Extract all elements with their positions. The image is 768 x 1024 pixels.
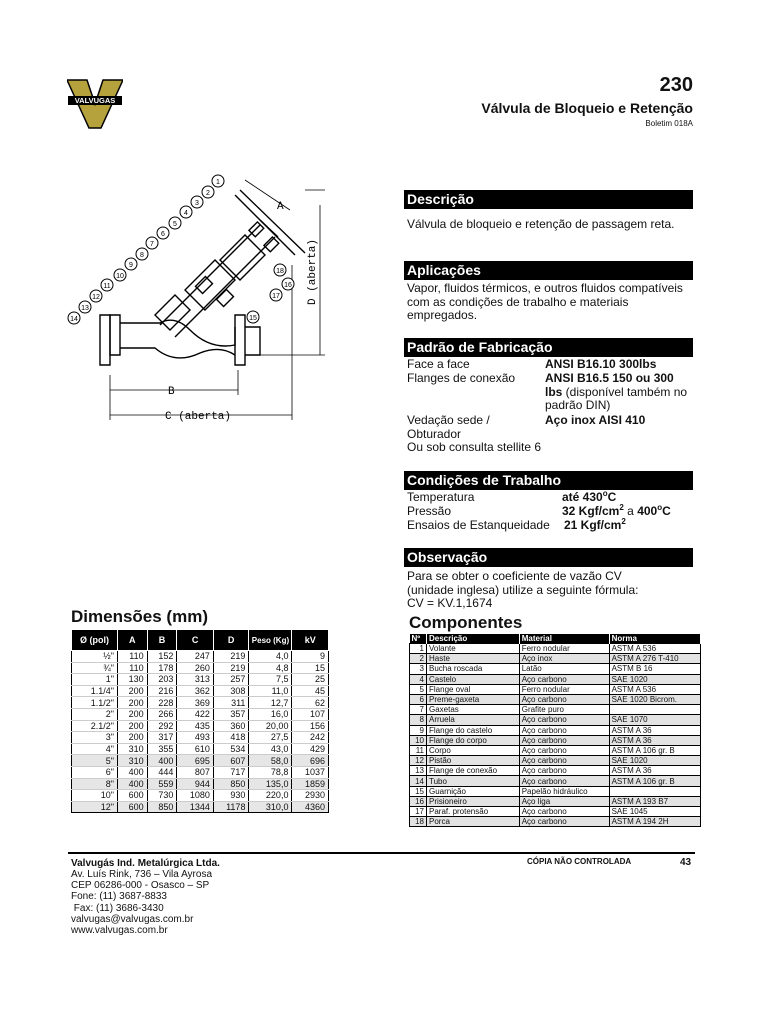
footer-fax: Fax: (11) 3686-3430	[71, 902, 164, 914]
callout-7	[146, 237, 158, 249]
componentes-title: Componentes	[409, 613, 523, 632]
dim-cell: 308	[213, 685, 249, 697]
padrao-flanges-value: ANSI B16.5 150 ou 300 lbs (disponível também no padrão DIN)	[545, 371, 688, 412]
dim-cell: 219	[213, 662, 249, 674]
comp-cell: SAE 1045	[609, 807, 700, 817]
callout-14	[68, 312, 80, 324]
dim-cell: 730	[147, 790, 177, 802]
dim-cell: 1178	[213, 801, 249, 813]
dim-cell: 695	[177, 755, 214, 767]
svg-text:17: 17	[272, 293, 280, 300]
comp-cell: ASTM A 536	[609, 644, 700, 654]
comp-cell: 12	[410, 756, 427, 766]
dim-cell: 1859	[292, 778, 329, 790]
condicoes-heading: Condições de Trabalho	[404, 471, 693, 490]
dim-cell: 9	[292, 651, 329, 663]
observacao-text: Para se obter o coeficiente de vazão CV (unidade inglesa) utilize a seguinte fórmula: CV = KV.1,1674	[407, 569, 639, 610]
dim-row	[72, 778, 329, 790]
svg-text:7: 7	[150, 241, 154, 248]
dim-cell: 247	[177, 651, 214, 663]
dim-cell: 1344	[177, 801, 214, 813]
dim-col-header: kV	[292, 630, 329, 651]
dim-cell: 200	[117, 708, 147, 720]
comp-cell	[609, 786, 700, 796]
dim-cell: 156	[292, 720, 329, 732]
dim-row	[72, 674, 329, 686]
ensaios-label: Ensaios de Estanqueidade	[407, 518, 550, 532]
dim-row	[72, 755, 329, 767]
dim-cell: 6"	[72, 766, 118, 778]
svg-text:15: 15	[249, 315, 257, 322]
dim-row	[72, 662, 329, 674]
dim-cell: 4,0	[249, 651, 292, 663]
svg-text:16: 16	[284, 282, 292, 289]
comp-cell: Aço carbono	[519, 756, 609, 766]
comp-cell: ASTM B 16	[609, 664, 700, 674]
comp-cell: Prisioneiro	[427, 796, 520, 806]
dim-cell: 152	[147, 651, 177, 663]
dim-d-label: D (aberta)	[307, 238, 319, 305]
comp-row	[410, 644, 701, 654]
dim-cell: 317	[147, 732, 177, 744]
comp-cell: Latão	[519, 664, 609, 674]
dim-cell: 292	[147, 720, 177, 732]
dim-cell: 2"	[72, 708, 118, 720]
dim-cell: 418	[213, 732, 249, 744]
comp-cell: ASTM A 194 2H	[609, 817, 700, 827]
comp-cell: Haste	[427, 654, 520, 664]
dim-cell: 242	[292, 732, 329, 744]
dim-cell: 310	[117, 755, 147, 767]
comp-cell: 8	[410, 715, 427, 725]
comp-row	[410, 715, 701, 725]
comp-col-header: Norma	[609, 634, 700, 644]
comp-row	[410, 725, 701, 735]
comp-row	[410, 674, 701, 684]
comp-cell: Corpo	[427, 745, 520, 755]
svg-text:2: 2	[206, 190, 210, 197]
dim-cell: 600	[117, 790, 147, 802]
comp-cell: Volante	[427, 644, 520, 654]
svg-text:6: 6	[161, 231, 165, 238]
comp-cell: ASTM A 276 T-410	[609, 654, 700, 664]
dim-cell: 12"	[72, 801, 118, 813]
aplicacoes-heading: Aplicações	[404, 261, 693, 280]
footer-divider	[68, 852, 695, 854]
temp-value: até 430$^o$C	[562, 489, 617, 504]
comp-cell: Paraf. protensão	[427, 807, 520, 817]
dim-cell: 534	[213, 743, 249, 755]
pressao-label: Pressão	[407, 504, 452, 518]
comp-cell: Aço carbono	[519, 807, 609, 817]
comp-row	[410, 705, 701, 715]
product-title: Válvula de Bloqueio e Retenção	[481, 100, 693, 116]
dim-cell: 357	[213, 708, 249, 720]
comp-cell: Guarnição	[427, 786, 520, 796]
pressao-value: 32 Kgf/$cm^2$ a 400$^o$C	[562, 503, 671, 518]
dim-cell: 850	[147, 801, 177, 813]
comp-cell: ASTM A 193 B7	[609, 796, 700, 806]
comp-cell: Preme-gaxeta	[427, 694, 520, 704]
dim-row	[72, 801, 329, 813]
comp-row	[410, 776, 701, 786]
comp-cell: Aço carbono	[519, 776, 609, 786]
svg-text:9: 9	[129, 262, 133, 269]
svg-text:13: 13	[81, 305, 89, 312]
comp-cell: 1	[410, 644, 427, 654]
dim-cell: 216	[147, 685, 177, 697]
comp-cell: Bucha roscada	[427, 664, 520, 674]
padrao-consulta-note: Ou sob consulta stellite 6	[407, 440, 542, 454]
dim-cell: 717	[213, 766, 249, 778]
svg-text:11: 11	[103, 283, 111, 290]
comp-cell: Aço carbono	[519, 745, 609, 755]
dim-cell: 78,8	[249, 766, 292, 778]
comp-col-header: Nº	[410, 634, 427, 644]
dim-cell: ¾"	[72, 662, 118, 674]
dim-row	[72, 732, 329, 744]
comp-cell: 16	[410, 796, 427, 806]
dim-a-label: A	[277, 201, 284, 213]
comp-cell: Flange do corpo	[427, 735, 520, 745]
footer-company: Valvugás Ind. Metalúrgica Ltda.	[71, 858, 220, 869]
callout-9	[125, 258, 137, 270]
svg-text:18: 18	[276, 268, 284, 275]
comp-cell: Ferro nodular	[519, 644, 609, 654]
footer-phone: Fone: (11) 3687-8833	[71, 891, 167, 903]
dim-cell: 7,5	[249, 674, 292, 686]
dim-cell: 422	[177, 708, 214, 720]
comp-cell: Aço carbono	[519, 817, 609, 827]
dim-cell: 203	[147, 674, 177, 686]
callout-16	[282, 278, 294, 290]
callout-11	[101, 279, 113, 291]
comp-cell: Ferro nodular	[519, 684, 609, 694]
comp-cell: Grafite puro	[519, 705, 609, 715]
dim-cell: 369	[177, 697, 214, 709]
comp-cell: 3	[410, 664, 427, 674]
comp-cell: 7	[410, 705, 427, 715]
valve-technical-drawing	[60, 165, 335, 430]
dim-cell: 310	[117, 743, 147, 755]
padrao-heading: Padrão de Fabricação	[404, 338, 693, 357]
dim-cell: 10"	[72, 790, 118, 802]
dim-cell: 1"	[72, 674, 118, 686]
callout-13	[79, 301, 91, 313]
dim-col-header: Peso (Kg)	[249, 630, 292, 651]
dim-cell: 600	[117, 801, 147, 813]
padrao-face-label: Face a face	[407, 357, 470, 371]
valvugas-logo	[67, 78, 123, 130]
padrao-vedacao-value: Aço inox AISI 410	[545, 413, 646, 427]
dim-cell: 2.1/2"	[72, 720, 118, 732]
comp-cell: Arruela	[427, 715, 520, 725]
dim-cell: 27,5	[249, 732, 292, 744]
callout-6	[157, 227, 169, 239]
comp-cell	[609, 705, 700, 715]
comp-cell: Flange de conexão	[427, 766, 520, 776]
footer-website: www.valvugas.com.br	[71, 925, 168, 937]
comp-row	[410, 684, 701, 694]
comp-cell: ASTM A 106 gr. B	[609, 745, 700, 755]
dim-cell: 360	[213, 720, 249, 732]
page-number: 43	[680, 857, 692, 868]
dim-cell: 15	[292, 662, 329, 674]
svg-text:4: 4	[184, 210, 188, 217]
dim-cell: 5"	[72, 755, 118, 767]
callout-18	[274, 264, 286, 276]
dim-cell: 219	[213, 651, 249, 663]
padrao-vedacao-label: Vedação sede / Obturador	[407, 413, 490, 441]
dim-cell: 200	[117, 685, 147, 697]
dim-cell: 4360	[292, 801, 329, 813]
comp-cell: ASTM A 36	[609, 766, 700, 776]
comp-row	[410, 756, 701, 766]
dim-cell: 257	[213, 674, 249, 686]
callout-12	[90, 290, 102, 302]
comp-row	[410, 745, 701, 755]
callout-4	[180, 206, 192, 218]
svg-text:14: 14	[70, 316, 78, 323]
dim-cell: 444	[147, 766, 177, 778]
dim-cell: 16,0	[249, 708, 292, 720]
dim-cell: 355	[147, 743, 177, 755]
comp-cell: 11	[410, 745, 427, 755]
dim-cell: 493	[177, 732, 214, 744]
comp-cell: Papelão hidráulico	[519, 786, 609, 796]
dim-cell: 45	[292, 685, 329, 697]
dim-cell: 850	[213, 778, 249, 790]
dim-cell: 435	[177, 720, 214, 732]
dim-cell: 200	[117, 732, 147, 744]
dim-cell: 311	[213, 697, 249, 709]
descricao-heading: Descrição	[404, 190, 693, 209]
callout-15	[247, 311, 259, 323]
comp-cell: Flange do castelo	[427, 725, 520, 735]
dim-col-header: C	[177, 630, 214, 651]
comp-cell: ASTM A 36	[609, 725, 700, 735]
comp-cell: 15	[410, 786, 427, 796]
footer-cep: CEP 06286-000 - Osasco – SP	[71, 880, 210, 892]
svg-text:12: 12	[92, 294, 100, 301]
dim-cell: 610	[177, 743, 214, 755]
callout-1	[212, 175, 224, 187]
dim-row	[72, 766, 329, 778]
dim-cell: 559	[147, 778, 177, 790]
dim-row	[72, 697, 329, 709]
svg-text:3: 3	[195, 200, 199, 207]
dim-cell: 362	[177, 685, 214, 697]
comp-row	[410, 664, 701, 674]
logo-wordmark: VALVUGAS	[74, 96, 116, 105]
descricao-text: Válvula de bloqueio e retenção de passagem reta.	[407, 217, 675, 231]
dim-cell: 944	[177, 778, 214, 790]
comp-cell: 13	[410, 766, 427, 776]
dim-cell: 110	[117, 651, 147, 663]
dim-c-label: C (aberta)	[165, 411, 232, 423]
comp-row	[410, 766, 701, 776]
observacao-heading: Observação	[404, 548, 693, 567]
comp-cell: Aço carbono	[519, 694, 609, 704]
callout-17	[270, 289, 282, 301]
comp-row	[410, 796, 701, 806]
product-number: 230	[659, 74, 693, 96]
dim-cell: 400	[117, 778, 147, 790]
dim-cell: 1037	[292, 766, 329, 778]
dim-row	[72, 720, 329, 732]
comp-cell: Aço carbono	[519, 674, 609, 684]
comp-cell: 5	[410, 684, 427, 694]
callout-2	[202, 186, 214, 198]
comp-cell: Aço carbono	[519, 735, 609, 745]
dim-cell: ½"	[72, 651, 118, 663]
dim-cell: 266	[147, 708, 177, 720]
comp-cell: Tubo	[427, 776, 520, 786]
dim-cell: 1.1/4"	[72, 685, 118, 697]
footer-address-block	[71, 869, 212, 936]
dim-cell: 260	[177, 662, 214, 674]
dim-cell: 807	[177, 766, 214, 778]
comp-cell: Gaxetas	[427, 705, 520, 715]
dim-cell: 1.1/2"	[72, 697, 118, 709]
callout-5	[169, 217, 181, 229]
padrao-face-value: ANSI B16.10 300lbs	[545, 357, 657, 371]
comp-cell: 17	[410, 807, 427, 817]
dim-row	[72, 685, 329, 697]
components-table	[409, 634, 701, 827]
dim-cell: 429	[292, 743, 329, 755]
dim-cell: 228	[147, 697, 177, 709]
dim-cell: 25	[292, 674, 329, 686]
comp-cell: 9	[410, 725, 427, 735]
dim-cell: 11,0	[249, 685, 292, 697]
dim-col-header: D	[213, 630, 249, 651]
dim-cell: 607	[213, 755, 249, 767]
dim-cell: 12,7	[249, 697, 292, 709]
dim-b-label: B	[168, 386, 175, 398]
comp-col-header: Material	[519, 634, 609, 644]
dim-cell: 3"	[72, 732, 118, 744]
dim-row	[72, 708, 329, 720]
dim-cell: 107	[292, 708, 329, 720]
comp-cell: 6	[410, 694, 427, 704]
dim-cell: 313	[177, 674, 214, 686]
comp-cell: Aço liga	[519, 796, 609, 806]
svg-text:5: 5	[173, 221, 177, 228]
comp-cell: ASTM A 36	[609, 735, 700, 745]
comp-cell: Flange oval	[427, 684, 520, 694]
dimensoes-title: Dimensões (mm)	[71, 607, 208, 626]
comp-cell: 4	[410, 674, 427, 684]
comp-cell: 18	[410, 817, 427, 827]
dim-cell: 43,0	[249, 743, 292, 755]
footer-email: valvugas@valvugas.com.br	[71, 913, 194, 925]
padrao-flanges-label: Flanges de conexão	[407, 371, 516, 385]
dim-row	[72, 651, 329, 663]
comp-cell: 10	[410, 735, 427, 745]
comp-cell: Aço carbono	[519, 715, 609, 725]
dim-col-header: A	[117, 630, 147, 651]
comp-row	[410, 786, 701, 796]
svg-text:10: 10	[116, 273, 124, 280]
comp-row	[410, 654, 701, 664]
comp-cell: Aço carbono	[519, 766, 609, 776]
dim-row	[72, 790, 329, 802]
svg-text:1: 1	[216, 179, 220, 186]
dim-cell: 178	[147, 662, 177, 674]
dim-cell: 62	[292, 697, 329, 709]
dim-cell: 200	[117, 720, 147, 732]
dim-cell: 2930	[292, 790, 329, 802]
dim-cell: 4"	[72, 743, 118, 755]
comp-cell: Porca	[427, 817, 520, 827]
dim-col-header: Ø (pol)	[72, 630, 118, 651]
footer-street: Av. Luís Rink, 736 – Vila Ayrosa	[71, 869, 213, 880]
bulletin-code: Boletim 018A	[645, 119, 693, 128]
comp-cell: SAE 1020	[609, 756, 700, 766]
dim-row	[72, 743, 329, 755]
comp-cell: Aço carbono	[519, 725, 609, 735]
dim-cell: 135,0	[249, 778, 292, 790]
ensaios-value: 21 Kgf/$cm^2$	[564, 517, 626, 532]
comp-cell: ASTM A 536	[609, 684, 700, 694]
comp-cell: SAE 1020	[609, 674, 700, 684]
dim-cell: 400	[147, 755, 177, 767]
comp-cell: 14	[410, 776, 427, 786]
dim-cell: 1080	[177, 790, 214, 802]
callout-3	[191, 196, 203, 208]
comp-col-header: Descrição	[427, 634, 520, 644]
dim-cell: 4,8	[249, 662, 292, 674]
comp-cell: ASTM A 106 gr. B	[609, 776, 700, 786]
dim-cell: 200	[117, 697, 147, 709]
comp-cell: Pistão	[427, 756, 520, 766]
dim-cell: 130	[117, 674, 147, 686]
dim-cell: 220,0	[249, 790, 292, 802]
temp-label: Temperatura	[407, 490, 475, 504]
comp-row	[410, 694, 701, 704]
dim-cell: 8"	[72, 778, 118, 790]
dim-cell: 110	[117, 662, 147, 674]
comp-cell: Castelo	[427, 674, 520, 684]
dim-cell: 696	[292, 755, 329, 767]
comp-cell: SAE 1070	[609, 715, 700, 725]
dim-cell: 400	[117, 766, 147, 778]
svg-text:8: 8	[140, 252, 144, 259]
comp-row	[410, 735, 701, 745]
comp-row	[410, 817, 701, 827]
aplicacoes-text: Vapor, fluidos térmicos, e outros fluidos compatíveis com as condições de trabalho e materiais empregados.	[407, 281, 683, 322]
comp-cell: Aço inox	[519, 654, 609, 664]
dim-cell: 310,0	[249, 801, 292, 813]
comp-row	[410, 807, 701, 817]
uncontrolled-copy-notice: CÓPIA NÃO CONTROLADA	[527, 857, 632, 866]
callout-10	[114, 269, 126, 281]
comp-cell: SAE 1020 Bicrom.	[609, 694, 700, 704]
comp-cell: 2	[410, 654, 427, 664]
dimensions-table	[71, 629, 329, 813]
dim-cell: 58,0	[249, 755, 292, 767]
dim-cell: 930	[213, 790, 249, 802]
dim-col-header: B	[147, 630, 177, 651]
callout-8	[136, 248, 148, 260]
dim-cell: 20,00	[249, 720, 292, 732]
